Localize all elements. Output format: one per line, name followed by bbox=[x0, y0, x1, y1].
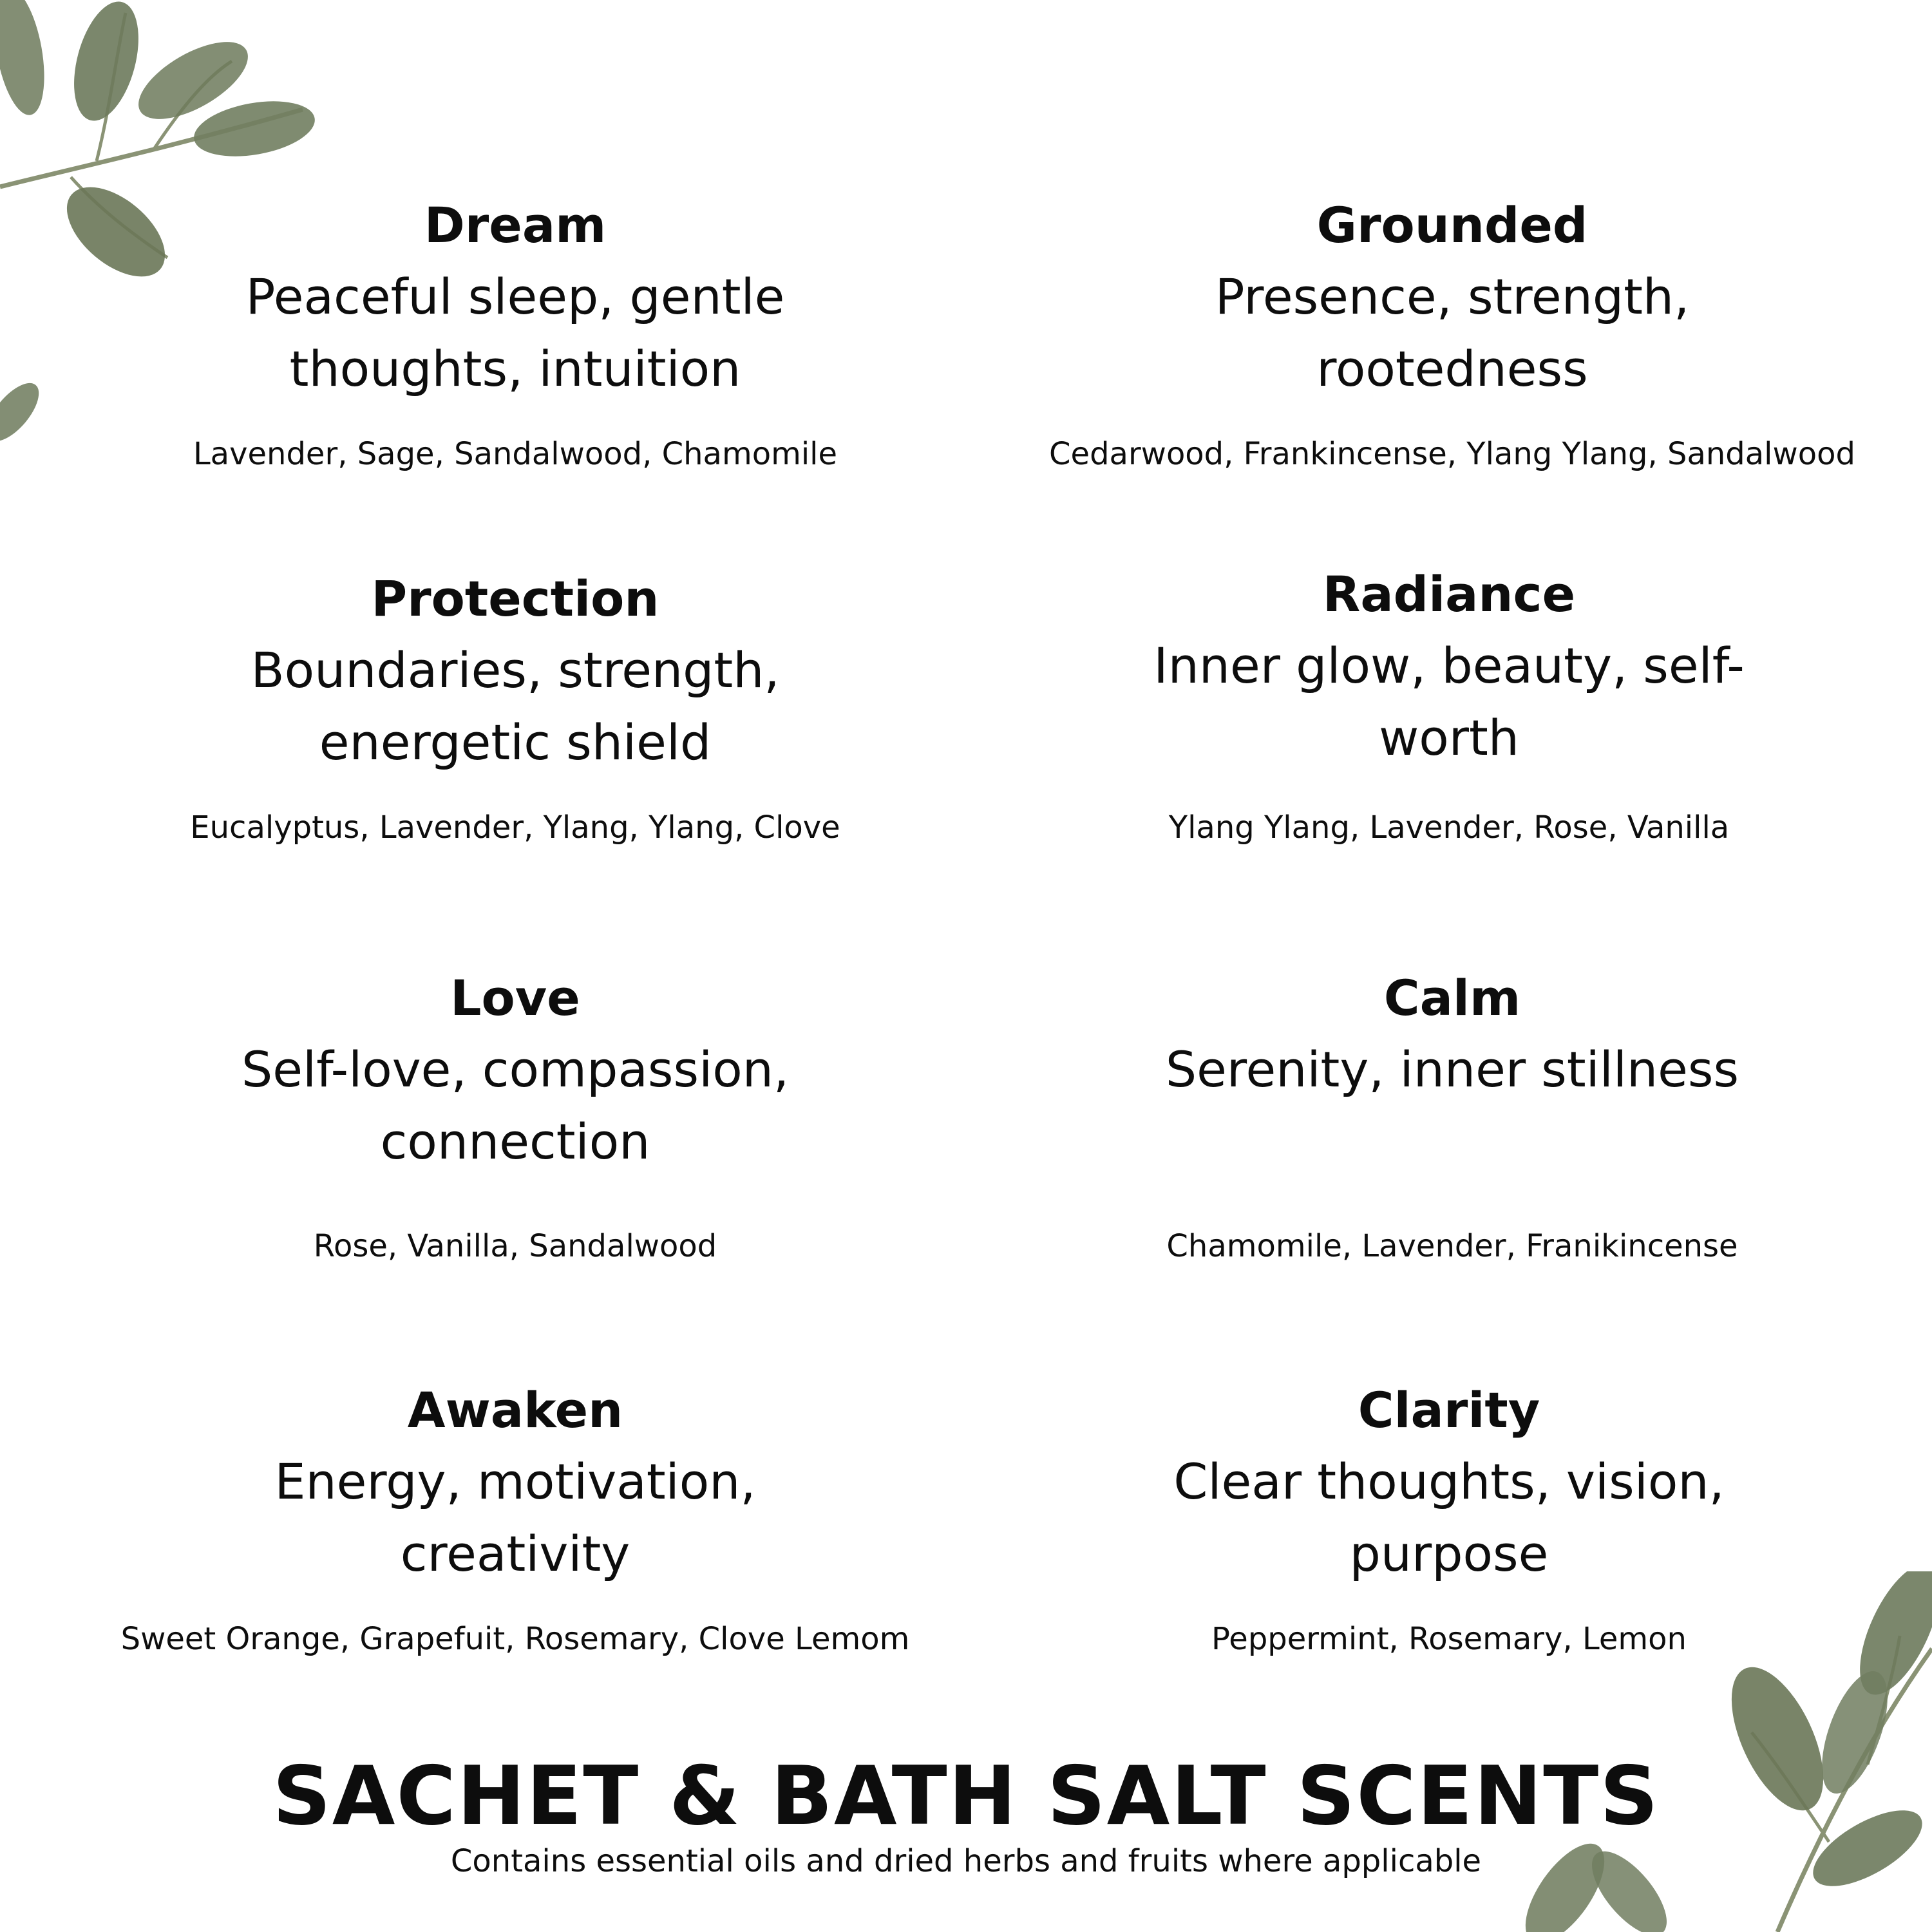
scent-description: Energy, motivation, creativity bbox=[274, 1453, 756, 1582]
scent-dream bbox=[64, 196, 966, 472]
scent-notes: Ylang Ylang, Lavender, Rose, Vanilla bbox=[1168, 810, 1730, 846]
scent-description: Presence, strength, rootedness bbox=[1215, 268, 1690, 397]
scent-description: Serenity, inner stillness bbox=[1165, 1041, 1739, 1098]
scent-name: Grounded bbox=[1316, 196, 1588, 254]
scent-calm bbox=[1001, 969, 1903, 1264]
scent-notes: Chamomile, Lavender, Franikincense bbox=[1166, 1228, 1738, 1264]
scent-notes: Lavender, Sage, Sandalwood, Chamomile bbox=[193, 436, 838, 472]
page-title: SACHET & BATH SALT SCENTS bbox=[272, 1748, 1660, 1844]
scent-name: Love bbox=[450, 969, 580, 1027]
scent-notes: Sweet Orange, Grapefuit, Rosemary, Clove Lemom bbox=[120, 1621, 910, 1657]
scent-description: Inner glow, beauty, self- worth bbox=[1153, 637, 1745, 766]
scent-description: Self-love, compassion, connection bbox=[241, 1041, 790, 1170]
scent-description: Boundaries, strength, energetic shield bbox=[251, 641, 780, 771]
scent-description: Clear thoughts, vision, purpose bbox=[1173, 1453, 1725, 1582]
scent-name: Clarity bbox=[1358, 1381, 1540, 1439]
scent-description: Peaceful sleep, gentle thoughts, intuition bbox=[245, 268, 785, 397]
scent-name: Awaken bbox=[407, 1381, 623, 1439]
scent-awaken bbox=[64, 1381, 966, 1657]
page-subtitle: Contains essential oils and dried herbs and fruits where applicable bbox=[450, 1843, 1482, 1879]
scent-name: Dream bbox=[424, 196, 607, 254]
scent-protection bbox=[64, 570, 966, 846]
scent-notes: Rose, Vanilla, Sandalwood bbox=[313, 1228, 717, 1264]
scent-clarity bbox=[998, 1381, 1900, 1657]
scent-name: Protection bbox=[371, 570, 659, 627]
scent-notes: Cedarwood, Frankincense, Ylang Ylang, Sandalwood bbox=[1049, 436, 1855, 472]
scent-love bbox=[64, 969, 966, 1264]
scent-name: Calm bbox=[1383, 969, 1521, 1027]
scent-notes: Eucalyptus, Lavender, Ylang, Ylang, Clove bbox=[190, 810, 840, 846]
scent-notes: Peppermint, Rosemary, Lemon bbox=[1211, 1621, 1687, 1657]
scent-radiance bbox=[998, 565, 1900, 846]
scent-name: Radiance bbox=[1322, 565, 1576, 623]
scent-grounded bbox=[1001, 196, 1903, 472]
